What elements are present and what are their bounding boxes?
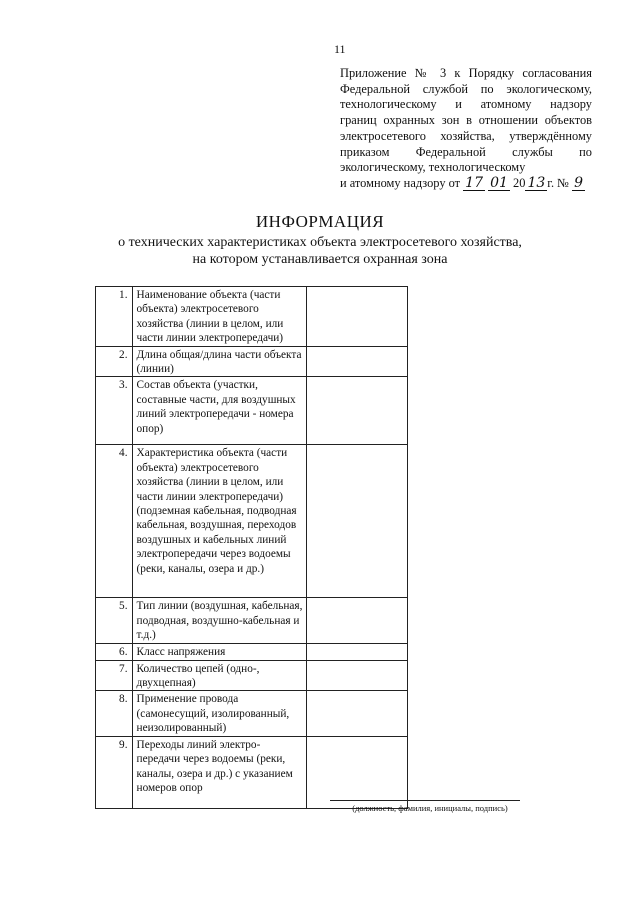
row-label: Характеристика объекта (части объекта) электросетевого хозяйства (линии в целом, или части линии электропередачи) (подземная кабельная, подводная кабельная, воздушная, переходов воздушных и кабельных линий электропередачи через водоемы (реки, каналы, озера и др.) (132, 445, 306, 598)
appendix-line: электросетевого хозяйства, утверждённому (340, 128, 592, 143)
appendix-line: Федеральной службой по экологическому, (340, 81, 592, 96)
row-label: Состав объекта (участки, составные части, для воздушных линий электропередачи - номера опор) (132, 377, 306, 445)
row-value (306, 445, 407, 598)
table-row (96, 377, 408, 445)
characteristics-table (95, 286, 408, 809)
row-label: Класс напряжения (132, 643, 306, 660)
row-label: Переходы линий электро-передачи через водоемы (реки, каналы, озера и др.) с указанием номеров опор (132, 736, 306, 808)
row-value (306, 346, 407, 377)
row-value (306, 691, 407, 736)
row-number: 6. (96, 643, 133, 660)
handwritten-day: 17 (465, 174, 483, 191)
row-value (306, 287, 407, 347)
handwritten-year: 13 (527, 174, 546, 191)
signature-caption: (должность, фамилия, инициалы, подпись) (352, 803, 508, 813)
row-value (306, 736, 407, 808)
page-number: 11 (334, 42, 346, 56)
row-number: 3. (96, 377, 133, 445)
row-label: Наименование объекта (части объекта) электросетевого хозяйства (линии в целом, или части линии электропередачи) (132, 287, 306, 347)
table-row (96, 287, 408, 347)
appendix-header (340, 66, 592, 192)
document-title: ИНФОРМАЦИЯ (255, 212, 385, 231)
appendix-date-prefix: и атомному надзору от (340, 175, 461, 190)
row-number: 4. (96, 445, 133, 598)
table-row (96, 445, 408, 598)
row-number: 1. (96, 287, 133, 347)
row-number: 2. (96, 346, 133, 377)
row-value (306, 377, 407, 445)
document-subtitle-line: о технических характеристиках объекта электросетевого хозяйства, (118, 235, 522, 250)
appendix-date-line (340, 176, 592, 192)
table-row (96, 736, 408, 808)
row-label: Длина общая/длина части объекта (линии) (132, 346, 306, 377)
row-number: 8. (96, 691, 133, 736)
row-number: 9. (96, 736, 133, 808)
table-row (96, 346, 408, 377)
signature-line (330, 800, 520, 801)
appendix-line: приказом Федеральной службы по (340, 144, 592, 159)
document-subtitle-line: на котором устанавливается охранная зона (192, 252, 448, 267)
appendix-line: Приложение № 3 к Порядку согласования (340, 66, 592, 80)
row-number: 7. (96, 660, 133, 691)
row-label: Тип линии (воздушная, кабельная, подводная, воздушно-кабельная и т.д.) (132, 598, 306, 643)
row-number: 5. (96, 598, 133, 643)
row-label: Количество цепей (одно-, двухцепная) (132, 660, 306, 691)
row-value (306, 598, 407, 643)
table-row (96, 598, 408, 643)
handwritten-month: 01 (490, 174, 508, 191)
table-row (96, 660, 408, 691)
appendix-line: экологическому, технологическому (340, 160, 526, 175)
row-value (306, 643, 407, 660)
table-row (96, 643, 408, 660)
table-row (96, 691, 408, 736)
row-value (306, 660, 407, 691)
appendix-line: границ охранных зон в отношении объектов (340, 113, 592, 128)
row-label: Применение провода (самонесущий, изолированный, неизолированный) (132, 691, 306, 736)
appendix-line: технологическому и атомному надзору (340, 97, 592, 112)
handwritten-order-number: 9 (574, 174, 583, 191)
year-suffix: г. № (547, 175, 569, 190)
year-prefix: 20 (513, 175, 526, 190)
